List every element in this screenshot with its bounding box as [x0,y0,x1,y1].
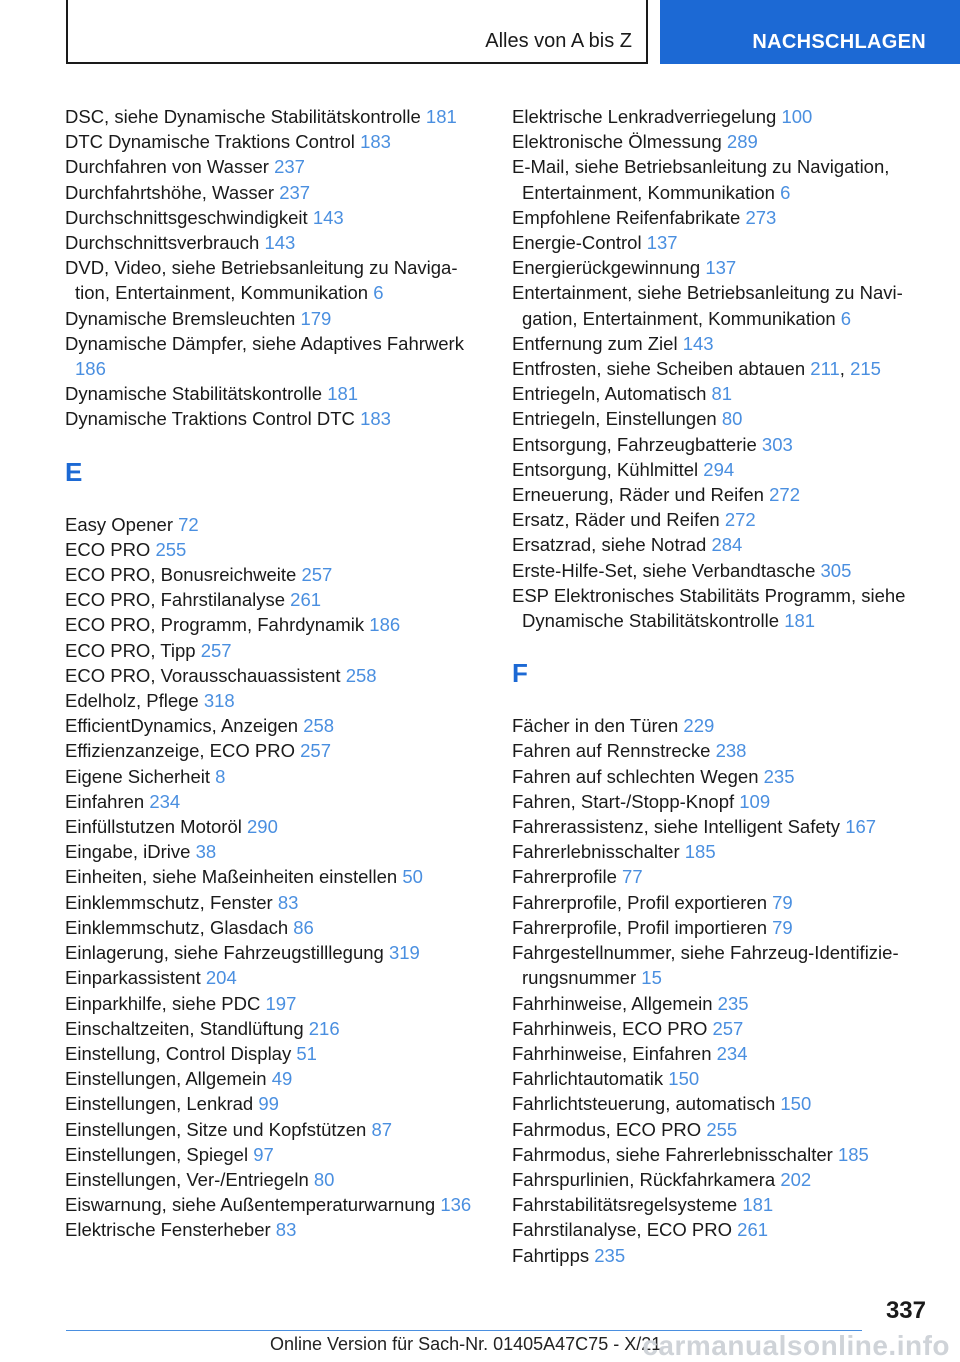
index-term: ECO PRO [65,538,151,560]
index-term: Empfohlene Reifenfabrikate [512,206,741,228]
page-reference-link[interactable]: 319 [388,942,420,964]
index-term: DVD, Video, siehe Betriebsanleitung zu Navigation, Entertainment, Kommunikation [65,257,458,304]
page-reference-link[interactable]: 234 [716,1042,748,1064]
index-entry [65,890,485,915]
index-term: Entriegeln, Einstellungen [512,408,717,430]
index-term: Entsorgung, Kühlmittel [512,458,699,480]
letter-heading: F [512,658,528,689]
index-entry [512,738,932,763]
index-term: Fahrlichtsteuerung, automatisch [512,1093,776,1115]
index-entry [512,1192,932,1217]
index-term: Durchfahren von Wasser [65,156,269,178]
index-entry: Entfrosten, siehe Scheiben abtauen 211, 215 [512,358,881,380]
index-entry [65,1041,485,1066]
index-term: Fahrerprofile [512,866,617,888]
index-term: Fahrstabilitätsregelsysteme [512,1194,738,1216]
index-term: Erste-Hilfe-Set, siehe Verbandtasche [512,559,816,581]
index-column-left [65,104,485,1243]
index-entry [512,789,932,814]
index-term: Dynamische Dämpfer, siehe Adaptives Fahrwerk [65,332,464,354]
index-entry [65,205,485,230]
index-entry [512,331,932,356]
index-term: Easy Opener [65,513,173,535]
index-entry [512,839,932,864]
page-reference-link[interactable]: 186 [369,614,401,636]
index-term: Einparkassistent [65,967,201,989]
index-entry [512,1066,932,1091]
page-reference-link[interactable]: 202 [780,1168,812,1190]
index-entry [65,562,485,587]
page-reference-link[interactable]: 99 [258,1093,279,1115]
index-term: Dynamische Traktions Control DTC [65,408,355,430]
index-entry [65,789,485,814]
index-term: Einklemmschutz, Fenster [65,891,273,913]
index-term: Eiswarnung, siehe Außentemperaturwarnung [65,1194,436,1216]
index-entry [512,1217,932,1242]
index-term: Ersatzrad, siehe Notrad [512,534,707,556]
index-entry [65,154,485,179]
index-term: Elektrische Fensterheber [65,1219,271,1241]
page-reference-link[interactable]: 179 [300,307,332,329]
chapter-tab[interactable] [660,0,960,64]
page-reference-link[interactable]: 261 [737,1219,769,1241]
page-reference-link[interactable]: 51 [296,1042,317,1064]
page-reference-link[interactable]: 186 [75,358,106,380]
page-reference-link[interactable]: 318 [203,690,235,712]
page-reference-link[interactable]: 79 [772,891,793,913]
page-reference-link[interactable]: 234 [149,790,181,812]
index-term: Einstellungen, Sitze und Kopfstützen [65,1118,367,1140]
page-reference-link[interactable]: 294 [703,458,735,480]
page-reference-link[interactable]: 81 [711,383,733,405]
index-entry [65,230,485,255]
index-column-right [512,104,932,1268]
index-term: Fahrerprofile, Profil importieren [512,916,767,938]
index-entry [65,129,485,154]
index-entry [512,482,932,507]
page-reference-link[interactable]: 143 [312,206,344,228]
index-entry [512,814,932,839]
page-reference-link[interactable]: 235 [717,992,749,1014]
index-term: Fahrstilanalyse, ECO PRO [512,1219,733,1241]
index-term: Elektrische Lenkradverriegelung [512,106,777,127]
index-entry [65,587,485,612]
index-term: Fahren auf schlechten Wegen [512,765,759,787]
index-entry [65,512,485,537]
index-entry [512,558,932,583]
index-entry [65,688,485,713]
index-entry [65,406,485,431]
page-reference-link[interactable]: 305 [820,559,852,581]
index-term: Eigene Sicherheit [65,765,211,787]
index-entry [65,738,485,763]
online-version-note: Online Version für Sach-Nr. 01405A47C75 - X/21 [270,1334,662,1354]
index-term: Elektronische Ölmessung [512,131,722,153]
index-term: Fahrerassistenz, siehe Intelligent Safety [512,816,841,838]
page-reference-link[interactable]: 185 [837,1143,869,1165]
page-reference-link[interactable]: 284 [711,534,743,556]
index-entry [65,306,485,331]
index-entry [65,1091,485,1116]
page-reference-link[interactable]: 97 [253,1143,274,1165]
index-entry [65,1217,485,1242]
index-entry [512,230,932,255]
page-reference-link[interactable]: 181 [742,1194,774,1216]
index-term: Erneuerung, Räder und Reifen [512,484,764,506]
index-entry [65,814,485,839]
index-term: DTC Dynamische Traktions Control [65,131,355,153]
index-entry [65,915,485,940]
index-entry [65,255,485,305]
page-number: 337 [885,1297,926,1324]
index-entry [65,1142,485,1167]
page-reference-link[interactable]: 181 [425,106,457,127]
page-reference-link[interactable]: 272 [769,484,800,506]
index-term: Fahren, Start-/Stopp-Knopf [512,790,735,812]
index-term: Fahrhinweis, ECO PRO [512,1017,708,1039]
index-entry [512,1142,932,1167]
index-term: Fahrlichtautomatik [512,1068,664,1090]
index-entry [512,457,932,482]
page-reference-link[interactable]: 211 [810,358,840,380]
index-entry [65,1117,485,1142]
index-entry [512,129,932,154]
index-entry [65,1016,485,1041]
page-reference-link[interactable]: 87 [371,1118,393,1140]
page-reference-link[interactable]: 49 [271,1068,293,1090]
page-reference-link[interactable]: 6 [373,282,384,304]
index-term: E-Mail, siehe Betriebsanleitung zu Navigation, Entertainment, Kommunikation [512,156,890,203]
page-reference-link[interactable]: 303 [761,433,793,455]
page-reference-link[interactable]: 237 [274,156,305,178]
index-term: Fächer in den Türen [512,715,679,737]
index-term: Durchschnittsverbrauch [65,232,260,254]
index-entry [65,991,485,1016]
index-entry [65,537,485,562]
index-term: ECO PRO, Bonusreichweite [65,564,297,586]
page-reference-link[interactable]: 185 [684,841,716,863]
page-reference-link[interactable]: 6 [840,307,852,329]
index-entry [512,432,932,457]
index-term: Durchfahrtshöhe, Wasser [65,181,275,203]
index-entry [512,1041,932,1066]
page-reference-link[interactable]: 237 [279,181,311,203]
index-entry [512,940,932,990]
index-entry [65,965,485,990]
page-reference-link[interactable]: 183 [360,408,391,430]
page-reference-link[interactable]: 272 [724,509,756,531]
page-reference-link[interactable]: 258 [345,664,377,686]
index-term: Fahrhinweise, Einfahren [512,1042,712,1064]
index-term: Energierückgewinnung [512,257,701,279]
index-entry [65,663,485,688]
index-term: DSC, siehe Dynamische Stabilitätskontrolle [65,106,421,127]
index-term: Entfrosten, siehe Scheiben abtauen [512,358,806,380]
index-entry [65,180,485,205]
index-entry [512,507,932,532]
index-term: Fahren auf Rennstrecke [512,740,711,762]
page-reference-link[interactable]: 257 [712,1017,744,1039]
index-entry [512,713,932,738]
letter-heading: E [65,456,83,487]
index-term: Energie-Control [512,232,642,254]
page-reference-link[interactable]: 255 [155,538,187,560]
section-title: Alles von A bis Z [485,30,632,52]
page-reference-link[interactable]: 204 [205,967,237,989]
index-entry [65,764,485,789]
index-entry [512,532,932,557]
index-term: Einstellungen, Ver-/Entriegeln [65,1168,309,1190]
index-term: Edelholz, Pflege [65,690,199,712]
index-entry [65,940,485,965]
index-entry [512,154,932,204]
index-entry [512,583,932,633]
index-term: Einlagerung, siehe Fahrzeugstilllegung [65,942,384,964]
index-entry [65,713,485,738]
index-entry [512,406,932,431]
index-term: ECO PRO, Vorausschauassistent [65,664,341,686]
page-reference-link[interactable]: 257 [200,639,232,661]
index-term: Eingabe, iDrive [65,841,191,863]
page-reference-link[interactable]: 137 [646,232,678,254]
page-reference-link[interactable]: 150 [780,1093,812,1115]
page-reference-link[interactable]: 86 [293,916,314,938]
page-reference-link[interactable]: 197 [265,992,297,1014]
index-term: Einstellung, Control Display [65,1042,292,1064]
page-reference-link[interactable]: 15 [641,967,662,989]
index-entry [512,255,932,280]
index-term: Fahrmodus, ECO PRO [512,1118,702,1140]
page-reference-link[interactable]: 80 [721,408,743,430]
page-reference-link[interactable]: 257 [301,564,333,586]
index-entry [65,331,485,381]
index-entry [512,864,932,889]
index-term: ESP Elektronisches Stabilitäts Programm, siehe Dynamische Stabilitätskontrolle [512,584,906,632]
index-term: Fahrspurlinien, Rückfahrkamera [512,1168,776,1190]
index-entry [512,1167,932,1192]
index-entry [65,864,485,889]
index-entry [65,1167,485,1192]
index-entry [65,1192,485,1217]
page-reference-link[interactable]: 215 [850,358,881,380]
index-entry [512,764,932,789]
page-reference-link[interactable]: 137 [705,257,737,279]
page-reference-link[interactable]: 50 [402,866,423,888]
index-term: Einstellungen, Allgemein [65,1068,267,1090]
page-reference-link[interactable]: 257 [300,740,332,762]
page-reference-link[interactable]: 235 [763,765,795,787]
index-term: Fahrerprofile, Profil exportieren [512,891,767,913]
index-entry [65,381,485,406]
index-entry [512,205,932,230]
chapter-tab-label: NACHSCHLAGEN [752,31,926,53]
page-reference-link[interactable]: 273 [745,206,777,228]
index-term: Durchschnittsgeschwindigkeit [65,206,308,228]
index-entry [512,1016,932,1041]
page-reference-link[interactable]: 143 [264,232,296,254]
page-reference-link[interactable]: 83 [277,891,299,913]
index-entry [65,638,485,663]
index-term: Dynamische Stabilitätskontrolle [65,383,323,405]
page-reference-link[interactable]: 255 [706,1118,738,1140]
index-term: Ersatz, Räder und Reifen [512,509,720,531]
page-reference-link[interactable]: 183 [360,131,391,153]
page-reference-link[interactable]: 150 [668,1068,700,1090]
watermark: carmanualsonline.info [642,1330,950,1361]
page-reference-link[interactable]: 80 [313,1168,335,1190]
page-reference-link[interactable]: 6 [780,181,791,203]
index-term: Einstellungen, Lenkrad [65,1093,254,1115]
page-reference-link[interactable]: 238 [715,740,747,762]
index-term: Fahrmodus, siehe Fahrerlebnisschalter [512,1143,833,1165]
page-reference-link[interactable]: 181 [784,610,816,632]
index-term: Fahrtipps [512,1244,590,1266]
index-entry [512,1117,932,1142]
index-entry [512,381,932,406]
index-entry [65,1066,485,1091]
page-reference-link[interactable]: 136 [440,1194,472,1216]
index-term: Entsorgung, Fahrzeugbatterie [512,433,757,455]
index-term: EfficientDynamics, Anzeigen [65,715,299,737]
index-entry [65,839,485,864]
page-reference-link[interactable]: 72 [178,513,199,535]
index-term: Effizienzanzeige, ECO PRO [65,740,295,762]
index-term: Dynamische Bremsleuchten [65,307,296,329]
index-term: Fahrhinweise, Allgemein [512,992,713,1014]
page-reference-link[interactable]: 100 [781,106,813,127]
page-reference-link[interactable]: 77 [622,866,643,888]
index-entry [512,104,932,129]
index-entry [512,280,932,330]
index-term: Einschaltzeiten, Standlüftung [65,1017,304,1039]
index-term: Einstellungen, Spiegel [65,1143,249,1165]
page-reference-link[interactable]: 261 [290,589,322,611]
index-term: ECO PRO, Fahrstilanalyse [65,589,286,611]
page-reference-link[interactable]: 167 [845,816,877,838]
index-term: Einparkhilfe, siehe PDC [65,992,261,1014]
index-entry [512,1091,932,1116]
index-entry [512,890,932,915]
page-reference-link[interactable]: 258 [303,715,335,737]
page-reference-link[interactable]: 8 [215,765,226,787]
page-reference-link[interactable]: 109 [739,790,771,812]
page-reference-link[interactable]: 216 [308,1017,340,1039]
index-term: Einklemmschutz, Glasdach [65,916,289,938]
index-term: ECO PRO, Programm, Fahrdynamik [65,614,365,636]
index-term: Entfernung zum Ziel [512,332,678,354]
index-term: Einfüllstutzen Motoröl [65,816,242,838]
index-entry [65,612,485,637]
page-reference-link[interactable]: 79 [772,916,793,938]
index-term: ECO PRO, Tipp [65,639,196,661]
page-reference-link[interactable]: 38 [195,841,217,863]
index-entry [512,991,932,1016]
page-reference-link[interactable]: 289 [726,131,758,153]
index-entry [512,1243,932,1268]
page-reference-link[interactable]: 235 [594,1244,626,1266]
page-reference-link[interactable]: 229 [683,715,715,737]
page-reference-link[interactable]: 290 [247,816,278,838]
index-term: Fahrgestellnummer, siehe Fahrzeug-Identifizierungsnummer [512,942,899,989]
index-term: Entriegeln, Automatisch [512,383,707,405]
index-term: Fahrerlebnisschalter [512,841,680,863]
index-term: Entertainment, siehe Betriebsanleitung zu Navigation, Entertainment, Kommunikation [512,282,903,329]
page-reference-link[interactable]: 181 [327,383,359,405]
page-reference-link[interactable]: 143 [682,332,714,354]
index-entry [65,104,485,129]
index-term: Einfahren [65,790,145,812]
index-term: Einheiten, siehe Maßeinheiten einstellen [65,866,398,888]
header-frame [66,0,648,64]
index-entry [512,915,932,940]
page-reference-link[interactable]: 83 [275,1219,297,1241]
